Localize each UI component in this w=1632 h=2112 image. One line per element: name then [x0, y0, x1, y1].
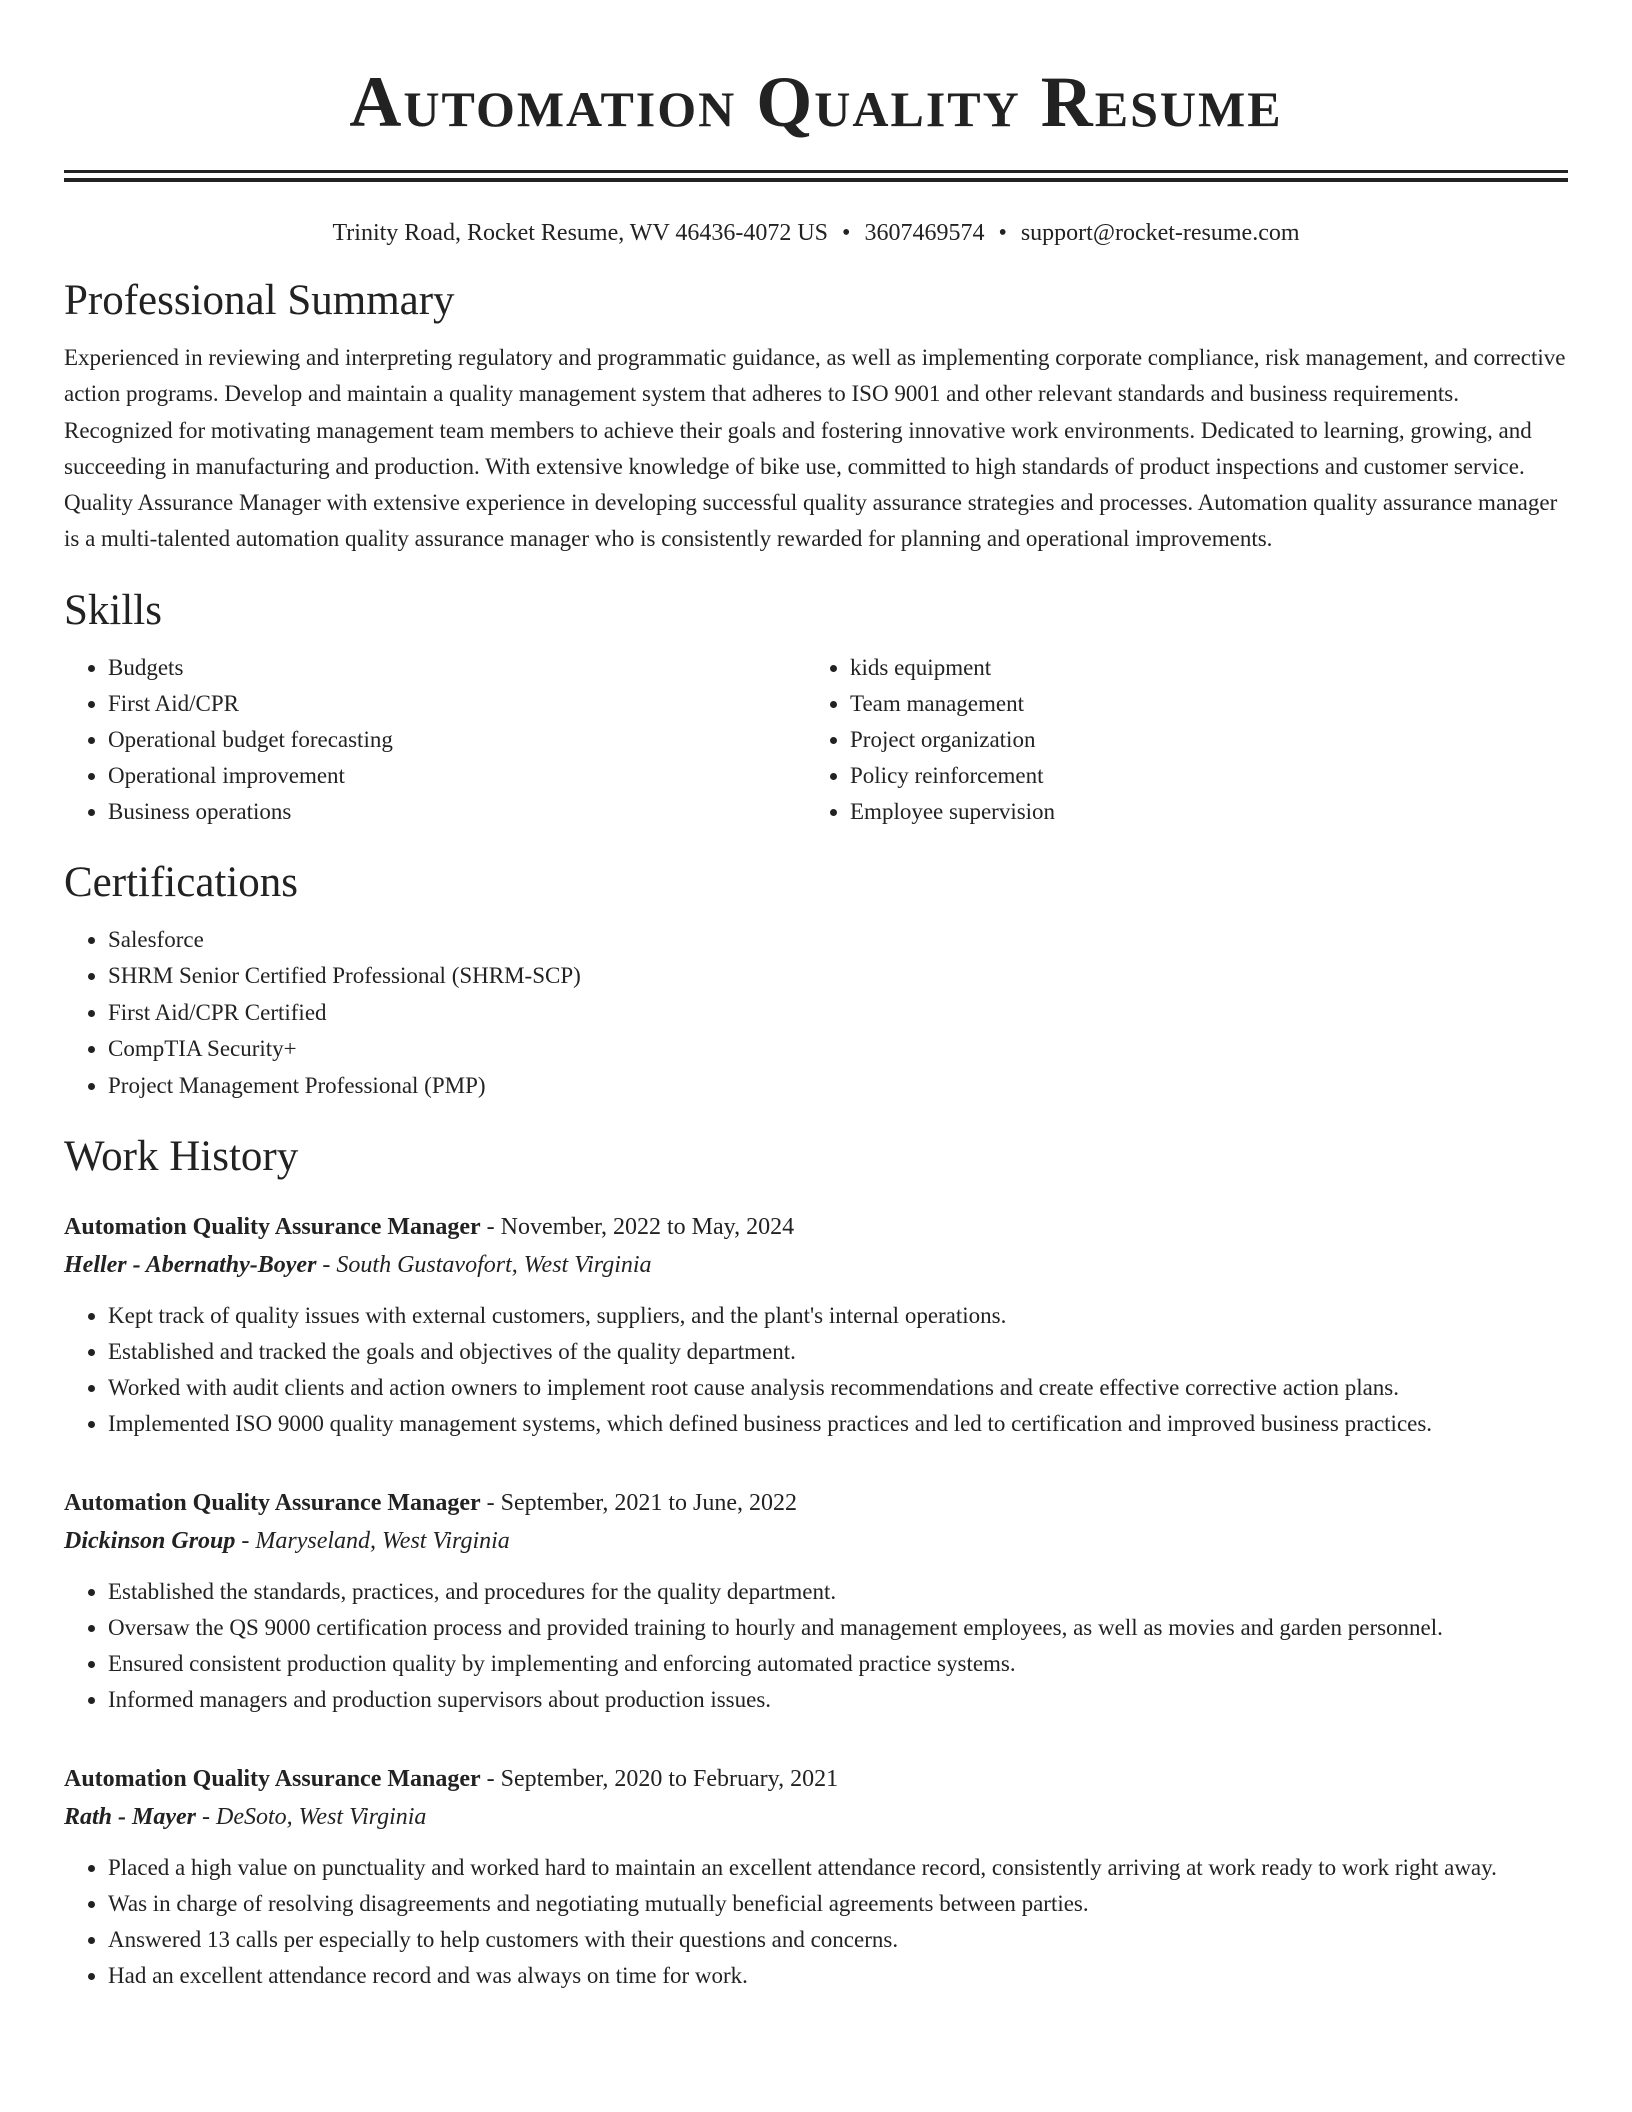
job-bullet: • Established and tracked the goals and objectives of the quality department. [108, 1334, 1568, 1370]
skill-item: • Employee supervision [850, 794, 1548, 830]
job-bullets [64, 1574, 1568, 1718]
skill-item: • kids equipment [850, 650, 1548, 686]
skill-item: • Business operations [108, 794, 806, 830]
job-bullet: • Kept track of quality issues with external customers, suppliers, and the plant's internal operations. [108, 1298, 1568, 1334]
job-location: - DeSoto, West Virginia [196, 1804, 427, 1831]
job-bullet: • Established the standards, practices, and procedures for the quality department. [108, 1574, 1568, 1610]
contact-email: support@rocket-resume.com [1020, 220, 1300, 246]
job-bullet: • Was in charge of resolving disagreements and negotiating mutually beneficial agreements between parties. [108, 1886, 1568, 1922]
summary-text: Experienced in reviewing and interpreting regulatory and programmatic guidance, as well as implementing corporate compliance, risk management, and corrective action programs. Develop and maintain a quality management system that adheres to ISO 9001 and other relevant standards and business requirements. Recognized for motivating management team members to achieve their goals and fostering innovative work environments. Dedicated to learning, growing, and succeeding in manufacturing and production. With extensive knowledge of bike use, committed to high standards of product inspections and customer service. Quality Assurance Manager with extensive experience in developing successful quality assurance strategies and processes. Automation quality assurance manager is a multi-talented automation quality assurance manager who is consistently rewarded for planning and operational improvements. [64, 345, 1566, 552]
skill-item: • Project organization [850, 722, 1548, 758]
title-divider [64, 170, 1568, 182]
job-header [64, 1484, 1568, 1522]
contact-separator: • [998, 220, 1007, 246]
certification-item: • Salesforce [108, 922, 1568, 959]
job-bullet: • Informed managers and production supervisors about production issues. [108, 1682, 1568, 1718]
summary-heading: Professional Summary [64, 277, 455, 324]
skill-item: • Policy reinforcement [850, 758, 1548, 794]
job-role: Automation Quality Assurance Manager [64, 1214, 481, 1241]
job-location: - Maryseland, West Virginia [235, 1528, 510, 1555]
job-bullet: • Implemented ISO 9000 quality management systems, which defined business practices and led to certification and improved business practices. [108, 1406, 1568, 1442]
certification-item: • Project Management Professional (PMP) [108, 1068, 1568, 1105]
job-employer [64, 1246, 1568, 1284]
job-bullet: • Answered 13 calls per especially to help customers with their questions and concerns. [108, 1922, 1568, 1958]
job-role: Automation Quality Assurance Manager [64, 1766, 481, 1793]
job-entry [64, 1760, 1568, 1994]
job-bullet: • Worked with audit clients and action owners to implement root cause analysis recommendations and create effective corrective action plans. [108, 1370, 1568, 1406]
skill-item: • First Aid/CPR [108, 686, 806, 722]
job-bullet: • Oversaw the QS 9000 certification process and provided training to hourly and management employees, as well as movies and garden personnel. [108, 1610, 1568, 1646]
certifications-heading: Certifications [64, 858, 299, 906]
work-history-heading: Work History [64, 1133, 299, 1181]
certifications-list [64, 922, 1568, 1105]
contact-address: Trinity Road, Rocket Resume, WV 46436-4072 US [332, 220, 829, 246]
job-company: Heller - Abernathy-Boyer [64, 1252, 317, 1279]
work-history-section [64, 1132, 1568, 1994]
skill-item: • Team management [850, 686, 1548, 722]
skill-item: • Operational budget forecasting [108, 722, 806, 758]
job-header [64, 1208, 1568, 1246]
certification-item: • CompTIA Security+ [108, 1031, 1568, 1068]
job-entry [64, 1208, 1568, 1442]
contact-line [64, 218, 1568, 248]
skills-heading: Skills [64, 586, 162, 634]
skills-grid [64, 650, 1568, 830]
job-dates: - November, 2022 to May, 2024 [480, 1214, 795, 1241]
job-header [64, 1760, 1568, 1798]
skills-right-column [806, 650, 1548, 830]
job-bullets [64, 1298, 1568, 1442]
skills-section [64, 586, 1568, 830]
job-employer [64, 1522, 1568, 1560]
skills-left-column [64, 650, 806, 830]
certification-item: • First Aid/CPR Certified [108, 995, 1568, 1032]
job-bullet: • Ensured consistent production quality by implementing and enforcing automated practice systems. [108, 1646, 1568, 1682]
contact-separator: • [842, 220, 851, 246]
job-bullets [64, 1850, 1568, 1994]
job-company: Rath - Mayer [64, 1804, 196, 1831]
job-dates: - September, 2021 to June, 2022 [480, 1490, 797, 1517]
summary-section [64, 276, 1568, 558]
certification-item: • SHRM Senior Certified Professional (SHRM-SCP) [108, 958, 1568, 995]
certifications-section [64, 858, 1568, 1105]
job-bullet: • Placed a high value on punctuality and worked hard to maintain an excellent attendance record, consistently arriving at work ready to work right away. [108, 1850, 1568, 1886]
job-entry [64, 1484, 1568, 1718]
resume-title: Automation Quality Resume [349, 62, 1283, 142]
skill-item: • Operational improvement [108, 758, 806, 794]
job-employer [64, 1798, 1568, 1836]
job-company: Dickinson Group [64, 1528, 236, 1555]
job-bullet: • Had an excellent attendance record and was always on time for work. [108, 1958, 1568, 1994]
job-role: Automation Quality Assurance Manager [64, 1490, 481, 1517]
job-dates: - September, 2020 to February, 2021 [480, 1766, 839, 1793]
skill-item: • Budgets [108, 650, 806, 686]
job-location: - South Gustavofort, West Virginia [316, 1252, 652, 1279]
contact-phone: 3607469574 [864, 220, 985, 246]
